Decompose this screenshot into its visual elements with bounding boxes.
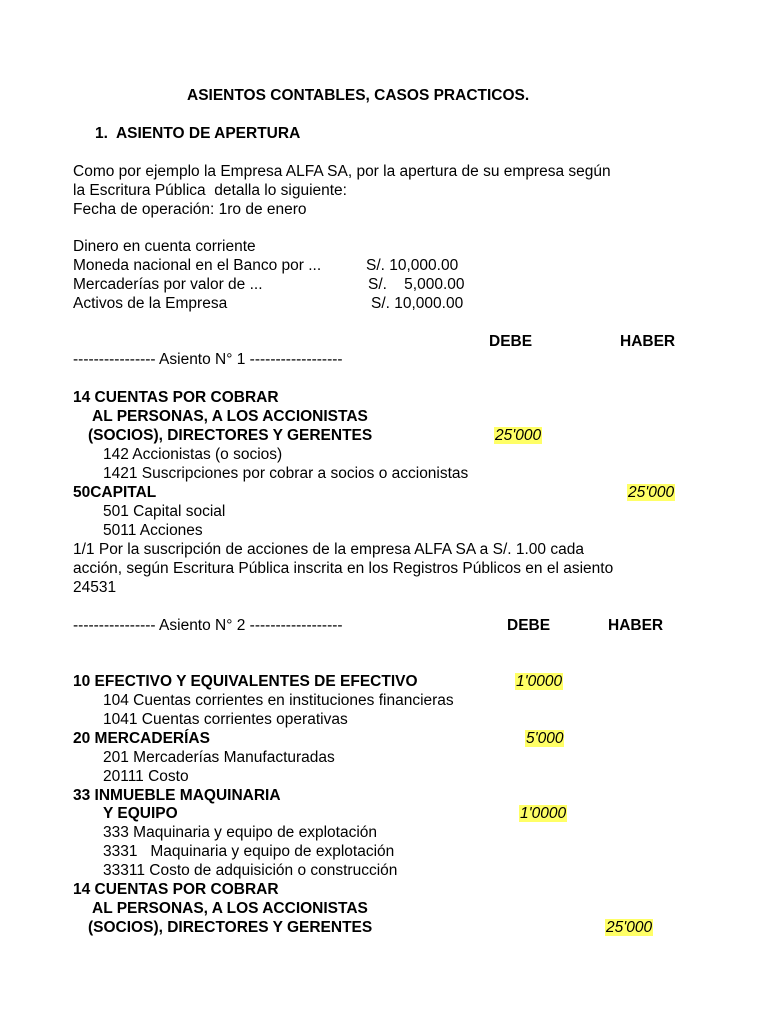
haber-header: HABER [620,333,676,350]
account-title: (SOCIOS), DIRECTORES Y GERENTES [88,427,373,444]
sub-account: 201 Mercaderías Manufacturadas [103,749,335,766]
debe-header: DEBE [507,617,551,634]
account-title: AL PERSONAS, A LOS ACCIONISTAS [92,900,368,917]
asset-label: Moneda nacional en el Banco por ... [73,257,322,274]
sub-account: 1421 Suscripciones por cobrar a socios o accionistas [103,465,469,482]
asset-label: Dinero en cuenta corriente [73,238,256,255]
sub-account: 142 Accionistas (o socios) [103,446,283,463]
asset-label: Activos de la Empresa [73,295,228,312]
intro-line: Como por ejemplo la Empresa ALFA SA, por la apertura de su empresa según [73,163,611,180]
haber-amount: 25'000 [606,919,653,936]
asset-amount: S/. 5,000.00 [368,276,465,293]
asset-label: Mercaderías por valor de ... [73,276,263,293]
sub-account: 104 Cuentas corrientes en instituciones financieras [103,692,454,709]
debe-amount: 1'0000 [520,805,567,822]
account-title: AL PERSONAS, A LOS ACCIONISTAS [92,408,368,425]
entry-separator: ---------------- Asiento N° 1 ------------------ [73,351,343,368]
page-title: ASIENTOS CONTABLES, CASOS PRACTICOS. [187,87,530,104]
account-title: (SOCIOS), DIRECTORES Y GERENTES [88,919,373,936]
asset-amount: S/. 10,000.00 [371,295,464,312]
haber-header: HABER [608,617,664,634]
account-title: 33 INMUEBLE MAQUINARIA [73,787,281,804]
account-title: 14 CUENTAS POR COBRAR [73,389,279,406]
debe-header: DEBE [489,333,533,350]
account-title: 50CAPITAL [73,484,157,501]
sub-account: 3331 Maquinaria y equipo de explotación [103,843,395,860]
account-title: 14 CUENTAS POR COBRAR [73,881,279,898]
haber-amount: 25'000 [628,484,675,501]
sub-account: 333 Maquinaria y equipo de explotación [103,824,378,841]
section-heading: 1. ASIENTO DE APERTURA [95,125,301,142]
entry-note: 1/1 Por la suscripción de acciones de la empresa ALFA SA a S/. 1.00 cada [73,541,584,558]
intro-line: la Escritura Pública detalla lo siguiente: [73,182,347,199]
account-title: 10 EFECTIVO Y EQUIVALENTES DE EFECTIVO [73,673,418,690]
sub-account: 33311 Costo de adquisición o construcción [103,862,398,879]
debe-amount: 1'0000 [516,673,563,690]
asset-amount: S/. 10,000.00 [366,257,459,274]
debe-amount: 25'000 [495,427,542,444]
entry-note: 24531 [73,579,117,596]
sub-account: 1041 Cuentas corrientes operativas [103,711,348,728]
sub-account: 501 Capital social [103,503,226,520]
account-title: 20 MERCADERÍAS [73,730,210,747]
intro-line: Fecha de operación: 1ro de enero [73,201,307,218]
debe-amount: 5'000 [526,730,564,747]
entry-note: acción, según Escritura Pública inscrita en los Registros Públicos en el asiento [73,560,614,577]
sub-account: 20111 Costo [103,768,189,785]
entry-separator: ---------------- Asiento N° 2 ------------------ [73,617,343,634]
account-title: Y EQUIPO [103,805,178,822]
sub-account: 5011 Acciones [103,522,203,539]
